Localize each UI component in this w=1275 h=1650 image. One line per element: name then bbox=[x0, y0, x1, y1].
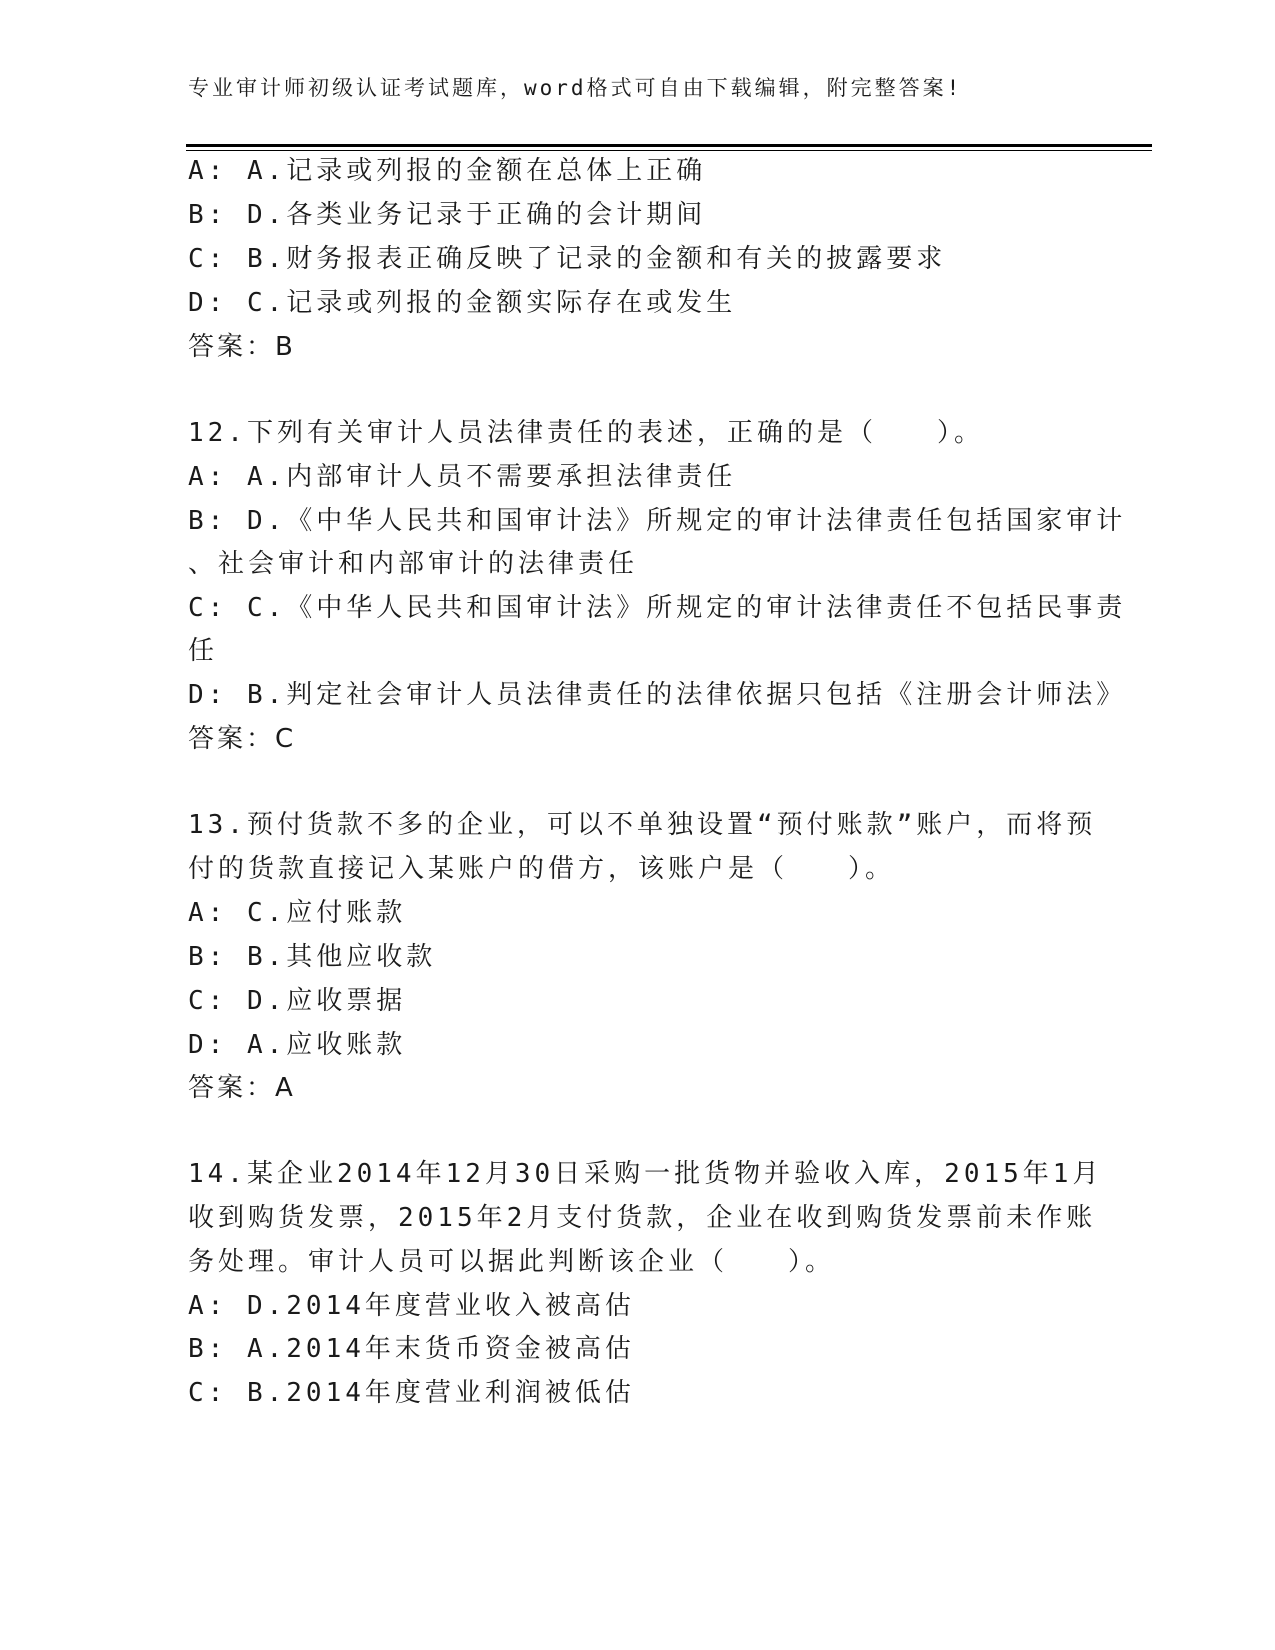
q11-option-a: A: A.记录或列报的金额在总体上正确 bbox=[188, 156, 707, 186]
q12-option-b-line1: B: D.《中华人民共和国审计法》所规定的审计法律责任包括国家审计 bbox=[188, 506, 1127, 536]
q12-option-a: A: A.内部审计人员不需要承担法律责任 bbox=[188, 462, 737, 492]
q13-answer: 答案：A bbox=[188, 1073, 296, 1103]
q14-stem-line1: 14.某企业2014年12月30日采购一批货物并验收入库，2015年1月 bbox=[188, 1159, 1103, 1189]
q12-option-c-line1: C: C.《中华人民共和国审计法》所规定的审计法律责任不包括民事责 bbox=[188, 593, 1127, 623]
q11-option-d: D: C.记录或列报的金额实际存在或发生 bbox=[188, 288, 737, 318]
q13-stem-line1: 13.预付货款不多的企业，可以不单独设置“预付账款”账户，而将预 bbox=[188, 810, 1097, 840]
q13-option-a: A: C.应付账款 bbox=[188, 898, 407, 928]
q14-option-a: A: D.2014年度营业收入被高估 bbox=[188, 1291, 635, 1321]
q14-option-b: B: A.2014年末货币资金被高估 bbox=[188, 1334, 635, 1364]
q13-stem-line2: 付的货款直接记入某账户的借方，该账户是（ ）。 bbox=[188, 854, 896, 884]
q13-option-d: D: A.应收账款 bbox=[188, 1030, 407, 1060]
q12-option-d: D: B.判定社会审计人员法律责任的法律依据只包括《注册会计师法》 bbox=[188, 680, 1127, 710]
page-header: 专业审计师初级认证考试题库，word格式可自由下载编辑，附完整答案! bbox=[188, 76, 963, 100]
q12-option-b-line2: 、社会审计和内部审计的法律责任 bbox=[188, 549, 639, 579]
q14-stem-line2: 收到购货发票，2015年2月支付货款，企业在收到购货发票前未作账 bbox=[188, 1203, 1097, 1233]
header-rule-thick bbox=[186, 144, 1152, 147]
header-rule-thin bbox=[186, 150, 1152, 151]
q14-option-c: C: B.2014年度营业利润被低估 bbox=[188, 1378, 635, 1408]
q12-stem: 12.下列有关审计人员法律责任的表述，正确的是（ ）。 bbox=[188, 418, 984, 448]
q12-option-c-line2: 任 bbox=[188, 636, 219, 666]
q11-option-c: C: B.财务报表正确反映了记录的金额和有关的披露要求 bbox=[188, 244, 947, 274]
q14-stem-line3: 务处理。审计人员可以据此判断该企业（ ）。 bbox=[188, 1247, 836, 1277]
q11-answer: 答案：B bbox=[188, 332, 296, 362]
q13-option-c: C: D.应收票据 bbox=[188, 986, 407, 1016]
q12-answer: 答案：C bbox=[188, 724, 297, 754]
q13-option-b: B: B.其他应收款 bbox=[188, 942, 437, 972]
q11-option-b: B: D.各类业务记录于正确的会计期间 bbox=[188, 200, 707, 230]
